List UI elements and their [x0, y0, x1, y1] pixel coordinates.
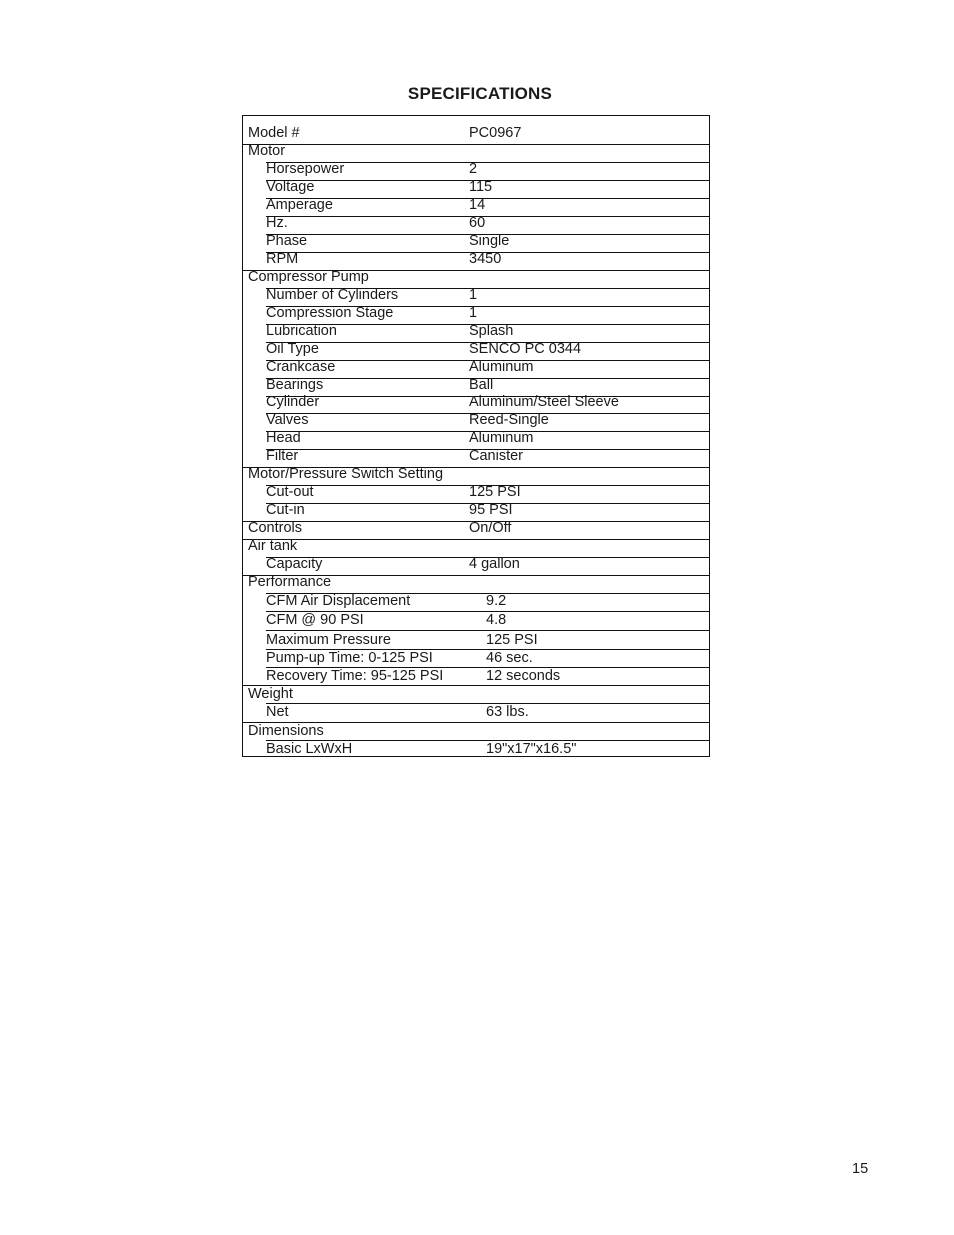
spec-value: Canister [469, 448, 523, 464]
spec-value: 4.8 [486, 612, 507, 628]
spec-label: Performance [248, 574, 332, 590]
spec-value: 3450 [469, 251, 502, 267]
spec-value: 95 PSI [469, 502, 513, 518]
spec-label: Cut-in [266, 502, 305, 518]
spec-value: 125 PSI [486, 632, 538, 648]
spec-value: Aluminum [469, 430, 534, 446]
row-divider [266, 216, 709, 217]
spec-value: Single [469, 233, 510, 249]
spec-label: Weight [248, 686, 293, 702]
spec-value: 4 gallon [469, 556, 520, 572]
spec-label: Maximum Pressure [266, 632, 391, 648]
spec-label: Voltage [266, 179, 315, 195]
spec-value: 19"x17"x16.5" [486, 741, 577, 757]
spec-label: Phase [266, 233, 308, 249]
spec-label: Net [266, 704, 289, 720]
spec-label: Recovery Time: 95-125 PSI [266, 668, 444, 684]
spec-label: Capacity [266, 556, 323, 572]
spec-value: Aluminum [469, 359, 534, 375]
row-divider [243, 144, 709, 145]
spec-label: Hz. [266, 215, 288, 231]
spec-label: Pump-up Time: 0-125 PSI [266, 650, 433, 666]
spec-label: CFM @ 90 PSI [266, 612, 364, 628]
spec-value: 1 [469, 305, 478, 321]
spec-label: Filter [266, 448, 299, 464]
spec-label: Valves [266, 412, 309, 428]
spec-value: 9.2 [486, 593, 507, 609]
spec-value: 14 [469, 197, 486, 213]
specifications-table [242, 115, 710, 757]
spec-value: Reed-Single [469, 412, 549, 428]
spec-label: Horsepower [266, 161, 345, 177]
spec-label: Oil Type [266, 341, 319, 357]
spec-label: CFM Air Displacement [266, 593, 411, 609]
spec-label: Cylinder [266, 394, 320, 410]
spec-label: Air tank [248, 538, 298, 554]
spec-label: Basic LxWxH [266, 741, 353, 757]
spec-value: 63 lbs. [486, 704, 529, 720]
row-divider [266, 630, 709, 631]
spec-label: Bearings [266, 377, 324, 393]
spec-label: Amperage [266, 197, 333, 213]
page-title: SPECIFICATIONS [407, 84, 553, 103]
spec-label: Model # [248, 125, 300, 141]
spec-value: PC0967 [469, 125, 522, 141]
page-number: 15 [852, 1161, 869, 1177]
spec-label: Motor/Pressure Switch Setting [248, 466, 444, 482]
spec-label: Head [266, 430, 301, 446]
spec-label: Lubrication [266, 323, 337, 339]
spec-value: 1 [469, 287, 478, 303]
spec-label: Cut-out [266, 484, 314, 500]
spec-value: Aluminum/Steel Sleeve [469, 394, 619, 410]
spec-value: On/Off [469, 520, 512, 536]
spec-label: Compressor Pump [248, 269, 369, 285]
row-divider [243, 539, 709, 540]
spec-value: SENCO PC 0344 [469, 341, 582, 357]
spec-label: Controls [248, 520, 302, 536]
spec-value: 2 [469, 161, 478, 177]
spec-label: Compression Stage [266, 305, 394, 321]
spec-value: 12 seconds [486, 668, 561, 684]
spec-value: 60 [469, 215, 486, 231]
spec-value: Ball [469, 377, 494, 393]
spec-label: RPM [266, 251, 299, 267]
spec-value: 125 PSI [469, 484, 521, 500]
spec-label: Crankcase [266, 359, 336, 375]
spec-label: Motor [248, 143, 286, 159]
spec-value: Splash [469, 323, 514, 339]
row-divider [243, 685, 709, 686]
spec-value: 115 [469, 179, 493, 195]
spec-label: Number of Cylinders [266, 287, 399, 303]
spec-value: 46 sec. [486, 650, 533, 666]
spec-label: Dimensions [248, 723, 324, 739]
